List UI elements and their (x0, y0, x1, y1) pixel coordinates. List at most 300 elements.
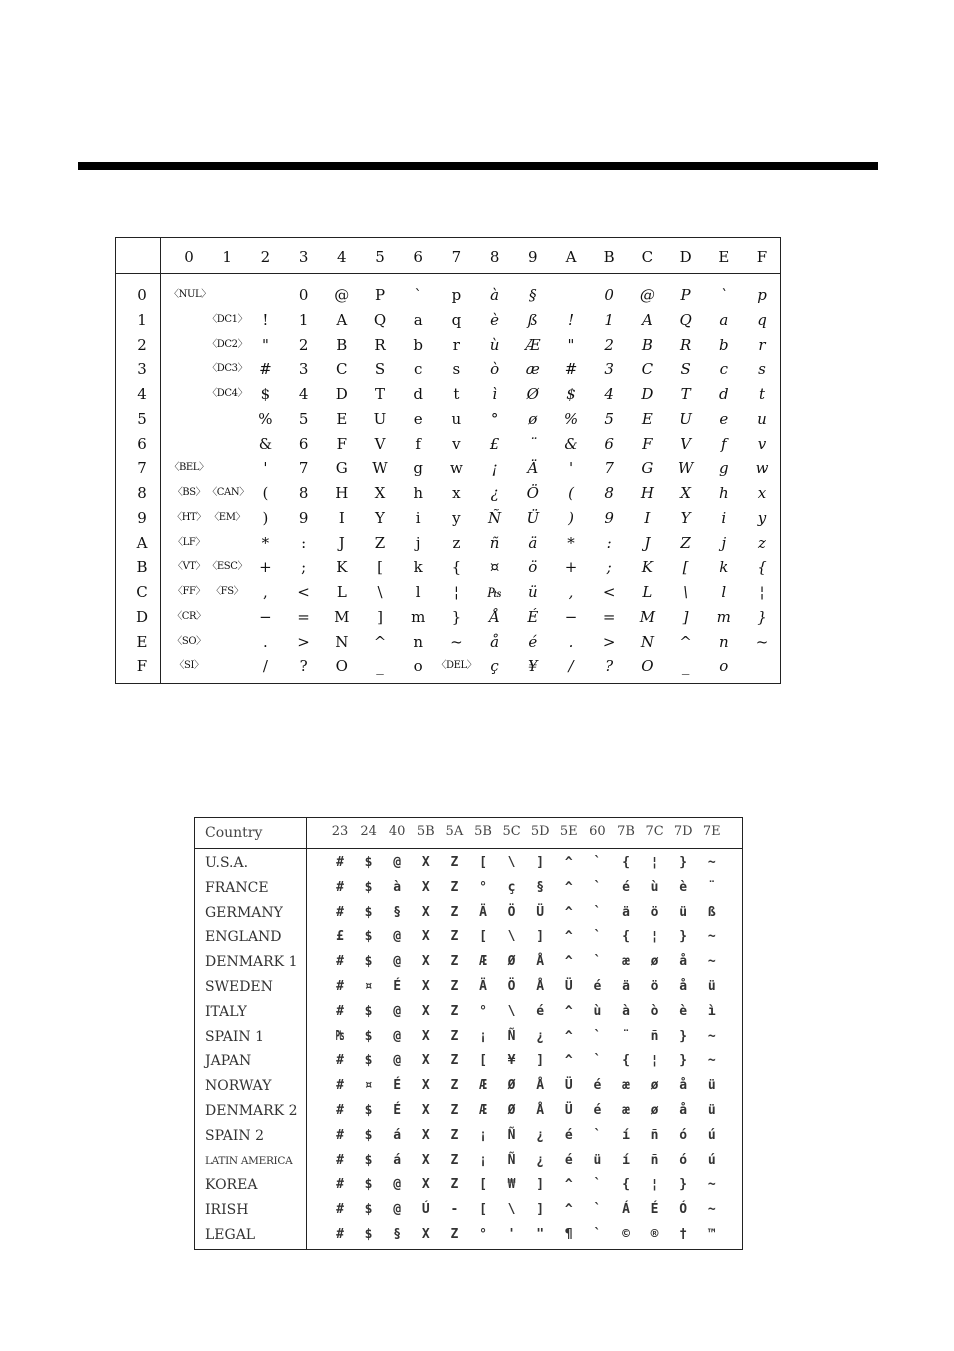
country-char-cell: X (421, 1152, 430, 1168)
char-cell: R (374, 335, 386, 354)
country-char-cell: ^ (564, 1177, 573, 1193)
country-char-cell: ü (679, 904, 688, 920)
char-cell: H (335, 484, 349, 502)
char-cell: o (413, 657, 423, 676)
row-header: 1 (137, 310, 147, 329)
char-cell: ¨ (529, 434, 537, 453)
char-cell: 〈ESC〉 (207, 561, 248, 573)
char-cell: u (451, 409, 462, 428)
char-cell: ¥ (528, 657, 538, 676)
country-char-cell: @ (393, 1202, 402, 1218)
char-cell: u (757, 409, 767, 428)
char-cell: F (642, 434, 653, 453)
char-cell: n (413, 632, 424, 651)
char-cell: w (755, 459, 769, 478)
char-cell: @ (334, 286, 350, 304)
country-name: FRANCE (205, 879, 269, 896)
country-char-cell: # (336, 1202, 344, 1218)
country-char-cell: ü (707, 1103, 716, 1118)
country-char-cell: ö (650, 904, 659, 920)
char-cell: ! (567, 310, 575, 329)
international-charset-table (194, 817, 743, 1250)
char-cell: S (680, 360, 691, 379)
char-cell: N (640, 632, 654, 651)
char-cell: r (758, 335, 766, 354)
country-char-cell: £ (336, 929, 344, 945)
char-cell: F (336, 434, 347, 453)
country-char-cell: Z (450, 1053, 459, 1069)
char-cell: + (259, 558, 272, 577)
char-cell: W (372, 459, 388, 478)
char-cell: 〈DEL〉 (436, 660, 477, 672)
char-cell: z (758, 533, 766, 552)
country-char-cell: [ (479, 929, 487, 945)
country-char-cell: # (336, 855, 344, 870)
char-cell: z (452, 533, 461, 552)
country-char-cell: ¡ (479, 1028, 487, 1044)
char-cell: ¦ (453, 583, 459, 601)
country-char-cell: $ (364, 879, 373, 895)
char-cell: I (644, 508, 651, 527)
char-cell: , (263, 583, 268, 601)
char-cell: [ (682, 558, 689, 577)
country-name: GERMANY (205, 904, 283, 921)
char-cell: 〈HT〉 (172, 511, 206, 523)
row-header: 7 (137, 459, 147, 478)
column-header: 1 (222, 248, 232, 266)
country-char-cell: ` (593, 904, 602, 920)
country-char-cell: # (336, 1103, 344, 1118)
char-cell: D (641, 385, 654, 403)
country-char-cell: ì (707, 1003, 716, 1019)
char-cell: K (336, 558, 348, 577)
code-column-header: 5C (502, 824, 521, 839)
country-name: ITALY (205, 1003, 247, 1020)
char-cell: & (258, 434, 273, 453)
char-cell: . (263, 632, 268, 651)
char-cell: @ (639, 286, 655, 304)
country-char-cell: é (564, 1127, 573, 1143)
char-cell: h (718, 484, 729, 502)
country-char-cell: É (393, 1078, 402, 1094)
char-cell: o (719, 657, 729, 676)
char-cell: ( (568, 484, 574, 502)
char-cell: 〈DC1〉 (207, 313, 248, 325)
country-char-cell: † (679, 1227, 688, 1242)
country-char-cell: ü (707, 1078, 716, 1094)
char-cell: v (757, 434, 767, 453)
column-header: C (641, 248, 654, 266)
country-char-cell: ñ (650, 1152, 659, 1168)
char-cell: Y (680, 508, 691, 527)
character-set-table (115, 237, 781, 684)
char-cell: p (757, 286, 767, 304)
country-char-cell: $ (364, 1152, 373, 1168)
country-name: SWEDEN (205, 979, 273, 995)
country-char-cell: ñ (650, 1028, 659, 1044)
country-char-cell: ^ (564, 929, 573, 945)
char-cell: è (490, 310, 500, 329)
char-cell: ° (490, 409, 499, 428)
char-cell: ) (262, 508, 269, 527)
country-char-cell: @ (393, 1177, 402, 1193)
char-cell: ` (720, 286, 728, 304)
char-cell: < (602, 583, 616, 601)
country-char-cell: @ (393, 1053, 402, 1069)
country-char-cell: à (393, 879, 402, 895)
char-cell: Ü (526, 508, 540, 527)
char-cell: V (680, 434, 692, 453)
char-cell: 0 (604, 286, 614, 304)
country-char-cell: é (564, 1152, 573, 1168)
country-name: U.S.A. (205, 855, 249, 871)
char-cell: 〈BEL〉 (169, 462, 209, 474)
country-char-cell: X (421, 1127, 430, 1143)
char-cell: 〈CR〉 (172, 610, 206, 622)
char-cell: L (336, 583, 347, 601)
char-cell: h (413, 484, 424, 502)
country-char-cell: X (421, 954, 430, 970)
country-char-cell: } (679, 929, 688, 945)
country-char-cell: Ó (679, 1202, 688, 1218)
char-cell: r (452, 335, 460, 354)
char-cell: w (449, 459, 463, 478)
country-name: KOREA (205, 1177, 258, 1194)
char-cell: # (564, 360, 578, 379)
country-char-cell: { (622, 929, 630, 945)
country-name: LEGAL (205, 1227, 256, 1243)
country-char-cell: X (421, 929, 430, 945)
country-char-cell: ñ (650, 1127, 659, 1143)
country-char-cell: $ (364, 1003, 373, 1019)
char-cell: Ñ (488, 508, 502, 527)
char-cell: x (452, 484, 461, 502)
char-cell: ? (299, 657, 308, 676)
country-name: JAPAN (205, 1053, 252, 1070)
country-char-cell: X (421, 1003, 430, 1019)
country-char-cell: @ (393, 929, 402, 945)
country-char-cell: ° (479, 879, 487, 895)
char-cell: p (451, 286, 462, 304)
country-char-cell: § (536, 879, 545, 895)
char-cell: t (453, 385, 460, 403)
char-cell: ì (492, 385, 497, 403)
row-header: 8 (137, 484, 147, 502)
code-column-header: 7E (702, 824, 721, 839)
country-char-cell: å (679, 1103, 688, 1118)
country-char-cell: # (336, 979, 344, 994)
country-char-cell: Z (450, 879, 459, 895)
column-header: 0 (184, 248, 194, 266)
country-char-cell: Z (450, 954, 459, 970)
country-char-cell: # (336, 1152, 344, 1168)
char-cell: ò (490, 360, 500, 379)
country-char-cell: è (679, 1003, 688, 1019)
country-char-cell: ~ (707, 1202, 716, 1218)
country-char-cell: é (536, 1003, 545, 1019)
country-char-cell: ù (593, 1003, 602, 1019)
country-char-cell: Ñ (507, 1152, 516, 1168)
country-name: IRISH (205, 1202, 249, 1219)
country-char-cell: } (679, 855, 688, 870)
char-cell: i (721, 508, 727, 527)
country-char-cell: ] (536, 1053, 545, 1069)
country-char-cell: Z (450, 1227, 459, 1242)
char-cell: A (336, 310, 348, 329)
row-header: C (136, 583, 148, 601)
country-char-cell: ¦ (650, 929, 659, 945)
char-cell: { (757, 558, 767, 577)
char-cell: ^ (679, 632, 692, 651)
char-cell: 〈FS〉 (211, 586, 244, 597)
country-char-cell: © (622, 1227, 630, 1242)
country-char-cell: ¨ (707, 879, 716, 895)
header-divider (195, 848, 742, 849)
country-char-cell: ü (593, 1152, 602, 1168)
char-cell: ß (527, 310, 538, 329)
code-column-header: 40 (388, 824, 406, 839)
country-name: LATIN AMERICA (205, 1154, 293, 1167)
country-char-cell: ₧ (336, 1028, 344, 1044)
country-char-cell: X (421, 1053, 430, 1069)
char-cell: P (374, 286, 386, 304)
country-char-cell: ¦ (650, 855, 659, 870)
char-cell: ) (568, 508, 574, 527)
country-char-cell: X (421, 904, 430, 920)
char-cell: , (568, 583, 574, 601)
code-column-header: 7C (645, 824, 664, 839)
country-char-cell: # (336, 879, 344, 895)
char-cell: H (640, 484, 654, 502)
column-header: 2 (260, 248, 271, 266)
country-char-cell: Ñ (507, 1127, 516, 1143)
char-cell: y (757, 508, 767, 527)
country-char-cell: Z (450, 1103, 459, 1118)
char-cell: C (336, 360, 348, 379)
char-cell: s (758, 360, 766, 379)
header-rule (78, 162, 878, 170)
country-char-cell: @ (393, 1003, 402, 1019)
country-char-cell: á (393, 1152, 402, 1168)
country-char-cell: } (679, 1028, 688, 1044)
country-char-cell: Ø (507, 1078, 516, 1094)
country-char-cell: ¨ (622, 1028, 630, 1044)
char-cell: n (718, 632, 729, 651)
char-cell: ù (489, 335, 500, 354)
char-cell: 4 (604, 385, 614, 403)
row-header: 4 (137, 385, 147, 403)
country-char-cell: ¿ (536, 1152, 545, 1168)
char-cell: ; (301, 558, 307, 577)
country-char-cell: Ñ (507, 1028, 516, 1044)
country-char-cell: ` (593, 1053, 602, 1069)
country-char-cell: ¥ (507, 1053, 516, 1069)
char-cell: * (567, 533, 575, 552)
char-cell: é (528, 632, 538, 651)
country-char-cell: ^ (564, 879, 573, 895)
char-cell: [ (377, 558, 383, 577)
char-cell: P (680, 286, 691, 304)
char-cell: ] (682, 607, 689, 626)
char-cell: 8 (298, 484, 309, 502)
country-char-cell: ú (707, 1152, 716, 1168)
char-cell: É (527, 607, 539, 626)
country-char-cell: ] (536, 855, 545, 870)
country-char-cell: è (679, 879, 688, 895)
country-char-cell: # (336, 1053, 344, 1069)
country-char-cell: \ (507, 1003, 516, 1019)
char-cell: 4 (298, 385, 309, 403)
char-cell: E (641, 409, 653, 428)
char-cell: ø (528, 409, 538, 428)
row-header: F (136, 657, 148, 676)
country-char-cell: Å (536, 954, 545, 970)
country-char-cell: ó (679, 1152, 688, 1168)
char-cell: 〈BS〉 (172, 487, 206, 498)
country-char-cell: [ (479, 1053, 487, 1069)
country-char-cell: ¦ (650, 1053, 659, 1069)
char-cell: " (567, 335, 575, 354)
country-char-cell: Ö (507, 904, 516, 920)
char-cell: m (411, 607, 426, 626)
country-char-cell: É (393, 979, 402, 994)
country-char-cell: å (679, 1078, 688, 1094)
country-char-cell: @ (393, 855, 402, 870)
country-char-cell: à (622, 1003, 630, 1019)
country-char-cell: ° (479, 1227, 487, 1242)
char-cell: 〈EM〉 (209, 511, 246, 523)
char-cell: c (719, 360, 728, 379)
char-cell: g (413, 459, 423, 478)
code-column-header: 5E (559, 824, 578, 839)
country-name: SPAIN 1 (205, 1028, 264, 1045)
country-char-cell: $ (364, 904, 373, 920)
code-column-header: 5A (445, 824, 464, 839)
country-char-cell: Z (450, 1003, 459, 1019)
country-char-cell: - (450, 1202, 459, 1218)
char-cell: 8 (604, 484, 614, 502)
country-char-cell: $ (364, 1127, 373, 1143)
char-cell: : (301, 533, 307, 552)
country-char-cell: # (336, 1127, 344, 1143)
column-header: 9 (528, 248, 538, 266)
char-cell: } (757, 607, 767, 626)
char-cell: B (641, 335, 653, 354)
char-cell: − (259, 607, 272, 626)
country-char-cell: ` (593, 954, 602, 970)
country-char-cell: ù (650, 879, 659, 895)
char-cell: X (680, 484, 691, 502)
column-header: 4 (337, 248, 347, 266)
country-char-cell: ¶ (564, 1227, 573, 1242)
char-cell: Æ (525, 335, 541, 354)
country-char-cell: ~ (707, 1028, 716, 1044)
country-char-cell: ¦ (650, 1177, 659, 1193)
char-cell: B (336, 335, 348, 354)
country-char-cell: " (536, 1227, 545, 1242)
country-char-cell: \ (507, 855, 516, 870)
country-char-cell: é (593, 1078, 602, 1094)
country-char-cell: ™ (707, 1227, 716, 1242)
country-char-cell: æ (622, 954, 630, 970)
char-cell: O (335, 657, 348, 676)
char-cell: − (564, 607, 578, 626)
country-char-cell: Æ (479, 1103, 487, 1118)
char-cell: G (335, 459, 348, 478)
char-cell: # (259, 360, 272, 379)
country-char-cell: ^ (564, 1028, 573, 1044)
country-char-cell: [ (479, 855, 487, 870)
country-char-cell: Ö (507, 979, 516, 994)
country-char-cell: ` (593, 1028, 602, 1044)
code-column-header: 23 (331, 824, 349, 839)
country-char-cell: ü (707, 979, 716, 994)
country-char-cell: ` (593, 1127, 602, 1143)
char-cell: ñ (489, 533, 500, 552)
char-cell: ' (568, 459, 574, 478)
char-cell: % (563, 409, 579, 428)
char-cell: 0 (298, 286, 309, 304)
char-cell: m (716, 607, 731, 626)
row-header: 2 (137, 335, 147, 354)
row-header: 6 (137, 434, 147, 453)
char-cell: 〈SO〉 (172, 635, 206, 647)
country-name: ENGLAND (205, 929, 282, 946)
country-char-cell: # (336, 1003, 344, 1019)
country-name: SPAIN 2 (205, 1127, 264, 1144)
char-cell: Z (374, 533, 386, 552)
char-cell: \ (683, 583, 689, 601)
char-cell: G (641, 459, 654, 478)
char-cell: I (338, 508, 345, 527)
country-char-cell: $ (364, 1103, 373, 1118)
char-cell: $ (260, 385, 271, 403)
char-cell: ₧ (487, 583, 503, 601)
char-cell: ( (262, 484, 269, 502)
char-cell: l (415, 583, 421, 601)
char-cell: d (413, 385, 423, 403)
country-char-cell: § (393, 1227, 402, 1242)
country-char-cell: ` (593, 879, 602, 895)
country-char-cell: $ (364, 954, 373, 970)
country-char-cell: í (622, 1152, 630, 1168)
country-char-cell: Ü (564, 1103, 573, 1118)
country-char-cell: Z (450, 929, 459, 945)
char-cell: 〈CAN〉 (207, 487, 249, 498)
country-char-cell: $ (364, 1028, 373, 1044)
char-cell: b (413, 335, 423, 354)
char-cell: 〈DC4〉 (207, 388, 248, 399)
char-cell: 9 (604, 508, 614, 527)
char-cell: D (335, 385, 348, 403)
char-cell: _ (376, 657, 384, 676)
country-char-cell: Z (450, 904, 459, 920)
char-cell: ? (605, 657, 614, 676)
char-cell: a (413, 310, 423, 329)
country-char-cell: # (336, 1177, 344, 1193)
char-cell: ¦ (759, 583, 765, 601)
char-cell: 〈FF〉 (172, 586, 206, 597)
char-cell: v (452, 434, 461, 453)
column-header: 5 (375, 248, 385, 266)
char-cell: N (335, 632, 349, 651)
char-cell: d (718, 385, 729, 403)
country-char-cell: Å (536, 1103, 545, 1118)
country-char-cell: \ (507, 1202, 516, 1218)
country-char-cell: Ü (564, 1078, 573, 1094)
char-cell: j (721, 533, 727, 552)
country-char-cell: ~ (707, 855, 716, 870)
